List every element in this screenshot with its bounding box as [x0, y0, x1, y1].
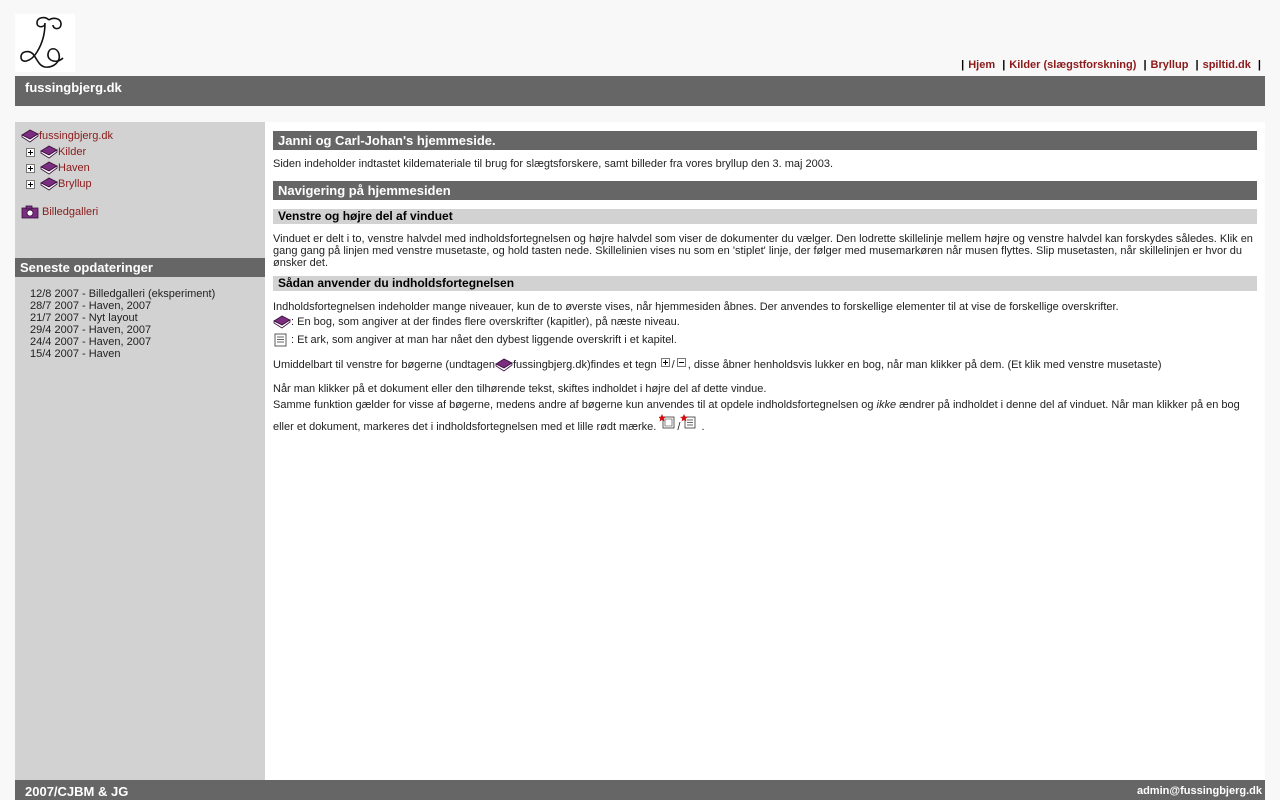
book-icon [21, 129, 39, 143]
text-fragment: . [698, 421, 705, 433]
intro-text: Siden indeholder indtastet kildemateriale til brug for slægtsforskere, samt billeder fra vores bryllup den 3. maj 2003. [273, 158, 834, 170]
legend-book-text: : En bog, som angiver at der findes flere overskrifter (kapitler), på næste niveau. [291, 316, 680, 328]
navigation-heading: Navigering på hjemmesiden [273, 181, 1257, 200]
document-click-text: Når man klikker på et dokument eller den tilhørende tekst, skiftes indholdet i højre del af dette vindue. [273, 383, 767, 395]
plus-box-icon[interactable] [26, 180, 35, 189]
footer-copyright: 2007/CJBM & JG [25, 784, 129, 799]
footer [15, 780, 1265, 800]
page-heading: Janni og Carl-Johan's hjemmeside. [273, 131, 1257, 150]
text-fragment: fussingbjerg.dk)findes et tegn [512, 359, 657, 371]
emphasis-text: ikke [876, 399, 897, 411]
gallery-label[interactable]: Billedgalleri [42, 206, 99, 218]
nav-link-spiltid[interactable]: spiltid.dk [1202, 59, 1251, 71]
book-icon [495, 358, 513, 372]
camera-icon [21, 205, 39, 219]
tree-item-haven[interactable] [21, 160, 113, 176]
plus-box-icon [661, 358, 670, 367]
marked-book-icon [659, 414, 677, 430]
sidebar [15, 122, 265, 780]
main-content [265, 122, 1265, 780]
sheet-icon [273, 333, 289, 347]
book-function-text [273, 396, 1257, 436]
legend-sheet [273, 332, 1257, 348]
updates-title: Seneste opdateringer [20, 260, 153, 275]
tree-item-label[interactable]: Kilder [58, 146, 87, 158]
list-item: 21/7 2007 - Nyt layout [30, 312, 138, 324]
site-title: fussingbjerg.dk [25, 80, 122, 95]
nav-link-bryllup[interactable]: Bryllup [1150, 59, 1189, 71]
table-of-contents [21, 128, 113, 220]
minus-box-icon [677, 358, 686, 367]
book-icon [40, 161, 58, 175]
tree-item-bryllup[interactable] [21, 176, 113, 192]
list-item: 28/7 2007 - Haven, 2007 [30, 300, 152, 312]
text-fragment: / [677, 421, 681, 433]
nav-link-hjem[interactable]: Hjem [968, 59, 996, 71]
plus-box-icon[interactable] [26, 148, 35, 157]
gallery-link[interactable] [21, 204, 113, 220]
footer-email-link[interactable]: admin@fussingbjerg.dk [1136, 785, 1262, 797]
text-fragment: Samme funktion gælder for visse af bøgerne, medens andre af bøgerne kun anvendes til at opdele indholdsfortegnelsen og [273, 399, 877, 411]
top-navigation: | Hjem | Kilder (slægstforskning) | Bryllup | spiltid.dk | [961, 59, 1261, 71]
nav-link-kilder[interactable]: Kilder (slægstforskning) [1009, 59, 1137, 71]
list-item: 29/4 2007 - Haven, 2007 [30, 324, 152, 336]
tree-root-label[interactable]: fussingbjerg.dk [39, 130, 113, 142]
list-item: 12/8 2007 - Billedgalleri (eksperiment) [30, 288, 216, 300]
text-fragment: , disse åbner henholdsvis lukker en bog, når man klikker på dem. (Et klik med venstre musetaste) [687, 359, 1162, 371]
expand-description [273, 356, 1257, 374]
list-item: 15/4 2007 - Haven [30, 348, 121, 360]
updates-list [30, 288, 215, 360]
section-heading-toc: Sådan anvender du indholdsfortegnelsen [273, 276, 1257, 291]
toc-description: Indholdsfortegnelsen indeholder mange niveauer, kun de to øverste vises, når hjemmesiden åbnes. Der anvendes to forskellige elementer til at vise de forskellige overskrifter. [273, 301, 1119, 313]
legend-sheet-text: : Et ark, som angiver at man har nået den dybest liggende overskrift i et kapitel. [291, 334, 677, 346]
book-icon [40, 145, 58, 159]
window-description: Vinduet er delt i to, venstre halvdel med indholdsfortegnelsen og højre halvdel som viser de dokumenter du vælger. Den lodrette skillelinje mellem højre og venstre halvdel kan forskydes således. Klik en gang gang på linjen med venstre musetaste, og hold tasten nede. Skillelinien vises nu som en 'stiplet' linje, der følger med musemarkøren når musen flyttes. Slip musetasten, når skillelinjen er hvor du ønsker det. [273, 233, 1253, 269]
legend-book [273, 314, 1257, 330]
updates-header [15, 258, 265, 277]
site-logo [15, 14, 75, 72]
book-icon [273, 315, 291, 329]
book-icon [40, 177, 58, 191]
list-item: 24/4 2007 - Haven, 2007 [30, 336, 152, 348]
plus-box-icon[interactable] [26, 164, 35, 173]
site-title-bar [15, 76, 1265, 106]
tree-root[interactable] [21, 128, 113, 144]
tree-item-kilder[interactable] [21, 144, 113, 160]
tree-item-label[interactable]: Haven [58, 162, 90, 174]
text-fragment: Umiddelbart til venstre for bøgerne (undtagen [273, 359, 495, 371]
marked-sheet-icon [680, 414, 698, 430]
section-heading-window: Venstre og højre del af vinduet [273, 209, 1257, 224]
text-fragment: ændrer på indholdet i denne del af vinduet. Når man klikker på en bog eller et dokument, markeres det i indholdsfortegnelsen med et lille rødt mærke. [273, 399, 1240, 433]
text-fragment: / [671, 359, 675, 371]
tree-item-label[interactable]: Bryllup [58, 178, 92, 190]
